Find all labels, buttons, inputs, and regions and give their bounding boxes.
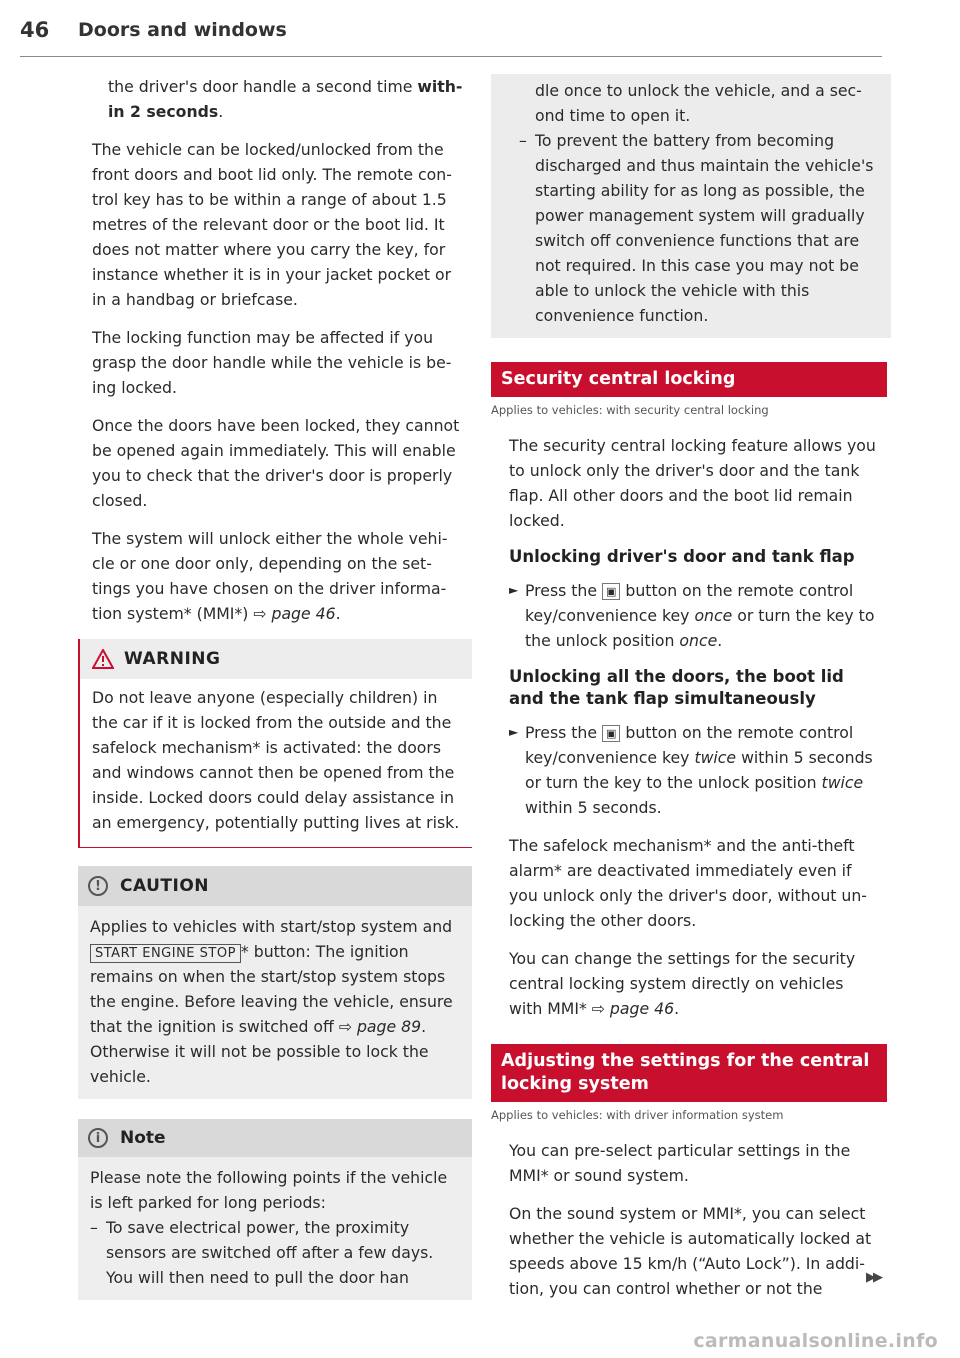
note-continuation (491, 74, 891, 338)
left-column (92, 74, 464, 1300)
unlock-key-icon: ▣ (602, 583, 620, 600)
paragraph: On the sound system or MMI*, you can select whether the vehicle is automatically locked at speeds above 15 km/h (“Auto Lock”). In addition, you can control whether or not the (509, 1204, 872, 1298)
note-header (78, 1119, 472, 1157)
note-label: Note (120, 1128, 166, 1148)
section-title: Doors and windows (78, 19, 287, 41)
paragraph: The security central locking feature allows you to unlock only the driver's door and the tank flap. All other doors and the boot lid remain locked. (509, 436, 876, 530)
section-heading-central-locking-settings: Adjusting the settings for the central locking system (491, 1044, 887, 1102)
unlock-key-icon: ▣ (602, 725, 620, 742)
caution-icon: ! (88, 876, 108, 896)
list-item: – To save electrical power, the proximity sensors are switched off after a few days. You will then need to pull the door han (90, 1218, 434, 1287)
paragraph: the driver's door handle a second time within 2 seconds. (108, 77, 463, 121)
paragraph: The safelock mechanism* and the anti-theft alarm* are deactivated immediately even if you unlock only the driver's door, without unlocking the other doors. (509, 836, 867, 930)
page-header (20, 18, 882, 57)
page-reference-link[interactable]: ⇨ page 89 (338, 1017, 422, 1036)
caution-box (78, 866, 472, 1099)
instruction-step: ► Press the ▣ button on the remote control key/convenience key once or turn the key to the unlock position once. (509, 578, 881, 653)
caution-header (78, 866, 472, 906)
warning-text: Do not leave anyone (especially children) in the car if it is locked from the outside and the safelock mechanism* is activated: the doors and windows cannot then be opened from the inside. Locked doors could delay assistance in an emergency, potentially putting lives at risk. (92, 688, 460, 832)
applies-to-note: Applies to vehicles: with security central locking (491, 403, 769, 417)
info-icon: i (88, 1128, 108, 1148)
paragraph: The locking function may be affected if you grasp the door handle while the vehicle is being locked. (92, 328, 452, 397)
page-reference-link[interactable]: ⇨ page 46 (253, 604, 336, 623)
subheading-unlock-all-doors: Unlocking all the doors, the boot lid and the tank flap simultaneously (509, 667, 844, 708)
page-number: 46 (20, 18, 50, 42)
caution-text: Applies to vehicles with start/stop system and START ENGINE STOP * button: The ignition remains on when the start/stop system stops the engine. Before leaving the vehicle, ensure that the ignition is switched off ⇨ page 89. Otherwise it will not be possible to lock the vehicle. (90, 917, 453, 1086)
bullet-arrow-icon: ► (509, 725, 519, 739)
note-box (78, 1119, 472, 1300)
continue-arrow-icon: ▶▶ (866, 1270, 880, 1285)
subheading-unlock-driver-door: Unlocking driver's door and tank flap (509, 547, 855, 566)
warning-triangle-icon (92, 649, 114, 669)
instruction-step: ► Press the ▣ button on the remote control key/convenience key twice within 5 seconds or turn the key to the unlock position twice within 5 seconds. (509, 720, 881, 820)
start-engine-stop-key: START ENGINE STOP (90, 944, 241, 963)
list-item: – To prevent the battery from becoming discharged and thus maintain the vehicle's starting ability for as long as possible, the power management system will gradually switch off convenience functions that are not required. In this case you may not be able to unlock the vehicle with this convenience function. (519, 131, 874, 325)
caution-label: CAUTION (120, 876, 210, 896)
paragraph: The system will unlock either the whole vehicle or one door only, depending on the settings you have chosen on the driver information system* (MMI*) ⇨ page 46. (92, 529, 448, 623)
section-heading-security-central-locking: Security central locking (491, 362, 887, 397)
right-column (491, 74, 881, 1314)
watermark: carmanualsonline.info (693, 1330, 938, 1352)
warning-header (80, 639, 472, 679)
bullet-arrow-icon: ► (509, 583, 519, 597)
warning-box (78, 639, 472, 848)
paragraph: The vehicle can be locked/unlocked from the front doors and boot lid only. The remote control key has to be within a range of about 1.5 metres of the relevant door or the boot lid. It does not matter where you carry the key, for instance whether it is in your jacket pocket or in a handbag or briefcase. (92, 140, 452, 309)
paragraph: Once the doors have been locked, they cannot be opened again immediately. This will enable you to check that the driver's door is properly closed. (92, 416, 460, 510)
warning-label: WARNING (124, 649, 221, 669)
note-continuation-text: dle once to unlock the vehicle, and a second time to open it. (535, 81, 862, 125)
paragraph: You can change the settings for the security central locking system directly on vehicles with MMI* ⇨ page 46. (509, 949, 856, 1018)
applies-to-note: Applies to vehicles: with driver information system (491, 1108, 784, 1122)
paragraph: You can pre-select particular settings in the MMI* or sound system. (509, 1141, 851, 1185)
page-reference-link[interactable]: ⇨ page 46 (591, 999, 675, 1018)
note-intro: Please note the following points if the vehicle is left parked for long periods: (90, 1168, 448, 1212)
